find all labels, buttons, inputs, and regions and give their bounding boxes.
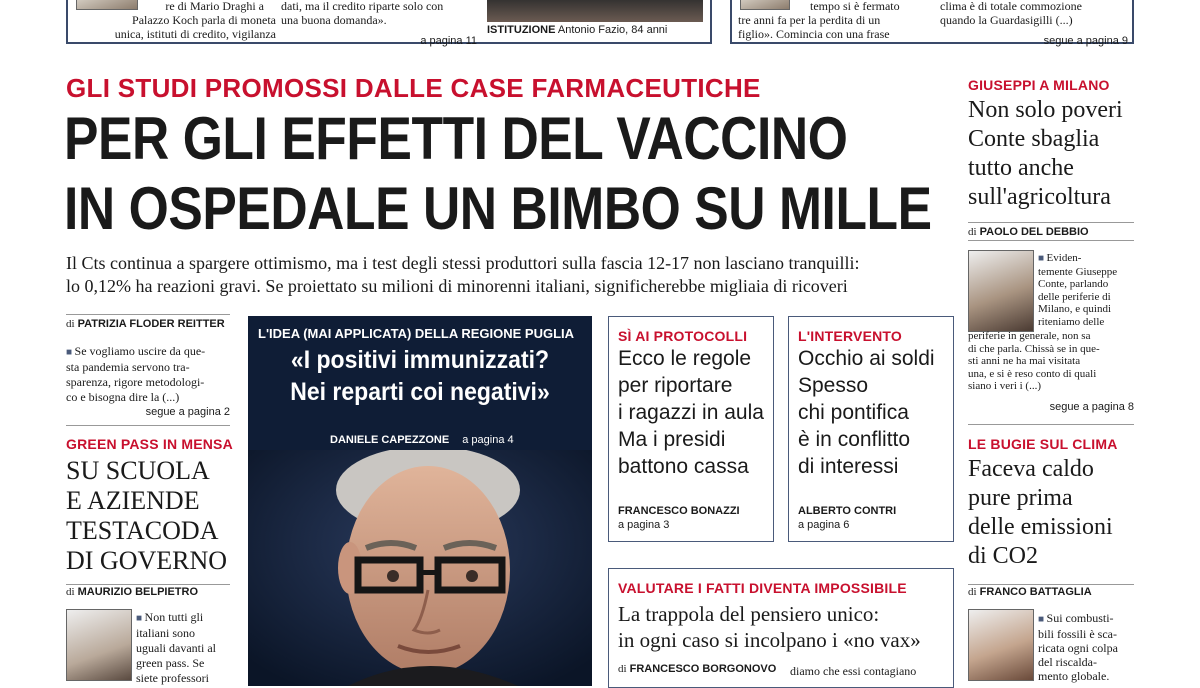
- byline-di: di: [968, 226, 977, 238]
- left-rule-3: [66, 584, 230, 585]
- body-line: del riscalda-: [1038, 655, 1097, 669]
- boxC-byline: [618, 663, 776, 675]
- byline-di: di: [66, 318, 75, 330]
- left1-body: [66, 344, 230, 420]
- head-line: tutto anche: [968, 155, 1074, 181]
- right1-author-photo: [968, 250, 1034, 332]
- top-col4-text: [940, 0, 1128, 48]
- body-line: ■ Se vogliamo uscire da que-: [66, 344, 230, 360]
- head-line: Ecco le regole: [618, 347, 752, 370]
- boxC-kicker: VALUTARE I FATTI DIVENTA IMPOSSIBILE: [618, 580, 907, 596]
- head-line: SU SCUOLA: [66, 456, 210, 485]
- right1-headline: [968, 96, 1123, 212]
- top-col1-line: re di Mario Draghi a: [165, 0, 264, 13]
- boxB-byline: [798, 504, 896, 532]
- body-line: ricata ogni colpa: [1038, 641, 1118, 655]
- top-photo: [487, 0, 703, 22]
- head-line: di interessi: [798, 455, 899, 478]
- body-line: una, e si è reso conto di quali: [968, 367, 1097, 380]
- head-line: delle emissioni: [968, 514, 1113, 540]
- head-line: per riportare: [618, 374, 733, 397]
- caption-text: Antonio Fazio, 84 anni: [557, 24, 668, 36]
- head-line: E AZIENDE: [66, 486, 200, 515]
- body-line: di che parla. Chissà se in que-: [968, 342, 1100, 355]
- main-kicker: GLI STUDI PROMOSSI DALLE CASE FARMACEUTICHE: [66, 73, 761, 103]
- left2-headline: [66, 456, 227, 576]
- top-col1-line: Palazzo Koch parla di moneta: [132, 13, 276, 27]
- right-rule-3: [968, 424, 1134, 425]
- byline-author: PAOLO DEL DEBBIO: [979, 226, 1089, 238]
- body-line: periferie in generale, non sa: [968, 330, 1091, 342]
- top-photo-caption: [487, 24, 667, 36]
- body-line: ■ Non tutti gli: [136, 610, 232, 626]
- body-line: Milano, e quindi: [1038, 303, 1112, 315]
- top-col4-line: quando la Guardasigilli (...): [940, 13, 1073, 27]
- page-ref: segue a pagina 2: [145, 406, 230, 418]
- center-photo-panel: [248, 316, 592, 686]
- right2-headline: [968, 455, 1113, 571]
- right1-body-wide: [968, 330, 1134, 413]
- left1-byline: [66, 318, 225, 330]
- top-col3-line: figlio». Comincia con una frase: [738, 27, 890, 41]
- byline-di: di: [618, 663, 627, 675]
- head-line: Faceva caldo: [968, 456, 1094, 482]
- head-line: sull'agricoltura: [968, 184, 1111, 210]
- right-rule-4: [968, 584, 1134, 585]
- body-line: ■ Eviden-: [1038, 252, 1134, 266]
- body-line: riteniamo delle: [1038, 315, 1105, 328]
- deck-line: Il Cts continua a spargere ottimismo, ma i test degli stessi produttori sulla fascia 12-17 non lasciano tranquilli:: [66, 253, 860, 273]
- top-col4-line: clima è di totale commozione: [940, 0, 1082, 13]
- byline-author: PATRIZIA FLODER REITTER: [77, 318, 225, 330]
- byline-author: FRANCESCO BORGONOVO: [629, 663, 777, 675]
- right1-byline: [968, 226, 1089, 238]
- head-line: battono cassa: [618, 455, 749, 478]
- body-line: sti anni ne ha mai visitata: [968, 355, 1081, 367]
- head-line: TESTACODA: [66, 516, 219, 545]
- left2-author-photo: [66, 609, 132, 681]
- boxB-kicker: L'INTERVENTO: [798, 328, 903, 344]
- body-line: bili fossili è sca-: [1038, 627, 1117, 641]
- body-line: italiani sono: [136, 626, 195, 640]
- boxA-byline: [618, 504, 740, 532]
- caption-label: ISTITUZIONE: [487, 24, 556, 36]
- top-col1-text: [76, 0, 276, 41]
- boxC-headline: [618, 601, 921, 653]
- boxA-kicker: SÌ AI PROTOCOLLI: [618, 328, 748, 344]
- page-ref: a pagina 6: [798, 519, 850, 531]
- head-line: La trappola del pensiero unico:: [618, 602, 880, 626]
- body-line: delle periferie di: [1038, 290, 1111, 303]
- body-line: siete professori: [136, 671, 209, 685]
- top-col3-line: tempo si è fermato: [810, 0, 900, 13]
- right2-byline: [968, 586, 1092, 598]
- left-rule-1: [66, 314, 230, 315]
- head-line: Non solo poveri: [968, 97, 1123, 123]
- head-line: DI GOVERNO: [66, 546, 228, 575]
- top-col2-line: una buona domanda».: [281, 13, 387, 27]
- body-line: green pass. Se: [136, 656, 205, 670]
- head-line: in ogni caso si incolpano i «no vax»: [618, 628, 921, 652]
- head-line: Spesso: [798, 374, 869, 397]
- head-line: chi pontifica: [798, 401, 909, 424]
- top-col3-text: [738, 0, 928, 41]
- byline-di: di: [66, 586, 75, 598]
- quote-line: Nei reparti coi negativi»: [290, 378, 550, 406]
- body-line: siano i veri i (...): [968, 380, 1042, 392]
- right2-kicker: LE BUGIE SUL CLIMA: [968, 436, 1118, 452]
- body-line: sparenza, rigore metodologi-: [66, 375, 205, 389]
- body-line: sta pandemia servono tra-: [66, 360, 190, 374]
- main-headline-1: PER GLI EFFETTI DEL VACCINO: [64, 105, 848, 172]
- top-col2-line: dati, ma il credito riparte solo con: [281, 0, 444, 13]
- boxB-headline: [798, 345, 950, 480]
- top-col1-line: unica, istituti di credito, vigilanza: [114, 27, 276, 41]
- head-line: è in conflitto: [798, 428, 911, 451]
- body-line: ■ Sui combusti-: [1038, 611, 1134, 627]
- byline-author: MAURIZIO BELPIETRO: [77, 586, 199, 598]
- byline-author: DANIELE CAPEZZONE: [330, 434, 450, 446]
- right2-body: [1038, 611, 1134, 683]
- byline-di: di: [968, 586, 977, 598]
- page-ref: a pagina 3: [618, 519, 670, 531]
- page-ref: segue a pagina 8: [1049, 400, 1134, 413]
- right2-author-photo: [968, 609, 1034, 681]
- left2-kicker: GREEN PASS IN MENSA: [66, 436, 233, 452]
- head-line: di CO2: [968, 543, 1039, 569]
- byline-author: FRANCESCO BONAZZI: [618, 505, 740, 517]
- body-line: co e bisogna dire la (...): [66, 390, 180, 404]
- head-line: Occhio ai soldi: [798, 347, 935, 370]
- head-line: i ragazzi in aula: [618, 401, 764, 424]
- quote-line: «I positivi immunizzati?: [290, 346, 550, 374]
- byline-author: FRANCO BATTAGLIA: [979, 586, 1092, 598]
- top-col4-page: segue a pagina 9: [1043, 35, 1128, 47]
- center-byline: [330, 434, 514, 446]
- top-col2-text: [281, 0, 477, 48]
- center-kicker: L'IDEA (MAI APPLICATA) DELLA REGIONE PUGLIA: [258, 326, 575, 341]
- right1-kicker: GIUSEPPI A MILANO: [968, 77, 1110, 93]
- boxA-headline: [618, 345, 770, 480]
- body-line: mento globale.: [1038, 669, 1110, 683]
- byline-author: ALBERTO CONTRI: [798, 505, 897, 517]
- head-line: Conte sbaglia: [968, 126, 1100, 152]
- left-rule-2: [66, 425, 230, 426]
- left2-byline: [66, 586, 198, 598]
- head-line: Ma i presidi: [618, 428, 726, 451]
- head-line: pure prima: [968, 485, 1073, 511]
- main-headline-2: IN OSPEDALE UN BIMBO SU MILLE: [64, 175, 932, 242]
- center-quote: [269, 344, 571, 408]
- right-rule-1: [968, 222, 1134, 223]
- body-line: temente Giuseppe: [1038, 265, 1118, 278]
- deck-line: lo 0,12% ha reazioni gravi. Se proiettato su milioni di minorenni italiani, significherebbe migliaia di ricoveri: [66, 276, 848, 296]
- right1-body: [1038, 252, 1134, 328]
- body-line: uguali davanti al: [136, 641, 216, 655]
- top-col3-line: tre anni fa per la perdita di un: [738, 13, 881, 27]
- top-col2-page: a pagina 11: [420, 35, 477, 47]
- boxC-tail: diamo che essi contagiano: [790, 664, 917, 678]
- right-rule-2: [968, 240, 1134, 241]
- body-line: Conte, parlando: [1038, 278, 1109, 290]
- page-ref: a pagina 4: [462, 434, 514, 446]
- portrait-photo: [248, 450, 592, 686]
- main-deck: [66, 252, 956, 298]
